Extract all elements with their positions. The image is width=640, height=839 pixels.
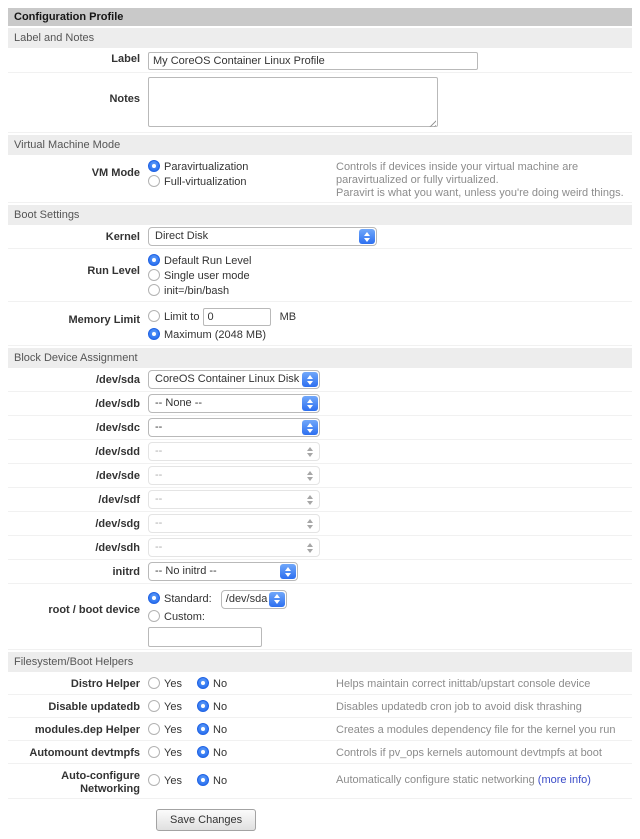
dev-sdg-row (8, 512, 632, 536)
radio-icon[interactable] (148, 284, 160, 296)
automount-devtmpfs-yes[interactable] (148, 747, 182, 759)
modules-dep-helper-label: modules.dep Helper (34, 724, 140, 736)
radio-icon[interactable] (148, 677, 160, 689)
radio-icon[interactable] (148, 746, 160, 758)
select-stepper-icon (302, 492, 318, 507)
vm-mode-option-full-virtualization[interactable] (148, 175, 336, 190)
radio-selected-icon[interactable] (197, 723, 209, 735)
distro-helper-yes[interactable] (148, 678, 182, 690)
disable-updatedb-help: Disables updatedb cron job to avoid disk thrashing (336, 701, 582, 713)
disable-updatedb-no[interactable] (197, 701, 227, 713)
dev-sda-select[interactable] (148, 370, 320, 389)
selected-value: CoreOS Container Linux Disk (155, 373, 300, 385)
radio-icon[interactable] (148, 774, 160, 786)
custom-label: Custom: (164, 611, 205, 623)
radio-label: Full-virtualization (164, 176, 247, 188)
select-stepper-icon (280, 564, 296, 579)
auto-configure-networking-help: Automatically configure static networking (more info) (336, 774, 591, 786)
radio-selected-icon[interactable] (197, 774, 209, 786)
yes-label: Yes (164, 678, 182, 690)
no-label: No (213, 678, 228, 690)
radio-selected-icon[interactable] (197, 746, 209, 758)
section-header-block-device-assignment: Block Device Assignment (8, 348, 632, 368)
selected-value: -- (155, 469, 163, 481)
root-boot-device-label: root / boot device (48, 604, 140, 616)
run-level-label: Run Level (87, 265, 140, 277)
automount-devtmpfs-help: Controls if pv_ops kernels automount devtmpfs at boot (336, 747, 602, 759)
select-stepper-icon (302, 468, 318, 483)
yes-label: Yes (164, 775, 182, 787)
save-changes-button[interactable]: Save Changes (156, 809, 256, 831)
radio-selected-icon[interactable] (197, 677, 209, 689)
more-info-link[interactable]: (more info) (537, 774, 591, 786)
no-label: No (213, 701, 228, 713)
select-stepper-icon (302, 540, 318, 555)
dev-sde-select (148, 466, 320, 485)
yes-label: Yes (164, 747, 182, 759)
radio-label: Paravirtualization (164, 161, 249, 173)
kernel-row (8, 225, 632, 249)
distro-helper-label: Distro Helper (70, 678, 140, 690)
selected-value: -- (155, 517, 163, 529)
vm-mode-label: VM Mode (91, 167, 140, 179)
root-device-option-standard[interactable] (148, 589, 336, 610)
run-level-option-default[interactable] (148, 254, 336, 269)
selected-value: -- None -- (155, 397, 203, 409)
notes-field-label: Notes (109, 93, 140, 105)
vm-mode-option-paravirtualization[interactable] (148, 160, 336, 175)
dev-sde-row (8, 464, 632, 488)
selected-value: -- (155, 493, 163, 505)
auto-configure-networking-row (8, 764, 632, 799)
initrd-row (8, 560, 632, 584)
section-header-label-and-notes: Label and Notes (8, 28, 632, 48)
selected-value: /dev/sda (225, 592, 268, 605)
initrd-label: initrd (112, 566, 140, 578)
dev-sdh-row (8, 536, 632, 560)
no-label: No (213, 775, 228, 787)
radio-icon[interactable] (148, 175, 160, 187)
kernel-select[interactable] (148, 227, 377, 246)
dev-sdd-label: /dev/sdd (95, 446, 140, 458)
radio-selected-icon[interactable] (197, 700, 209, 712)
auto-configure-networking-yes[interactable] (148, 775, 182, 787)
dev-sda-label: /dev/sda (95, 374, 140, 386)
run-level-row (8, 249, 632, 302)
dev-sdc-row (8, 416, 632, 440)
radio-icon[interactable] (148, 723, 160, 735)
root-boot-device-row (8, 584, 632, 650)
section-header-virtual-machine-mode: Virtual Machine Mode (8, 135, 632, 155)
modules-dep-yes[interactable] (148, 724, 182, 736)
select-stepper-icon (302, 516, 318, 531)
standard-root-device-select[interactable] (221, 590, 287, 609)
dev-sdb-select[interactable] (148, 394, 320, 413)
section-header-boot-settings: Boot Settings (8, 205, 632, 225)
dev-sdf-select (148, 490, 320, 509)
memory-limit-option-maximum[interactable] (148, 328, 336, 343)
select-stepper-icon (302, 372, 318, 387)
radio-selected-icon[interactable] (148, 592, 160, 604)
select-stepper-icon (359, 229, 375, 244)
dev-sde-label: /dev/sde (95, 470, 140, 482)
run-level-option-single-user[interactable] (148, 269, 336, 284)
radio-selected-icon[interactable] (148, 328, 160, 340)
standard-label: Standard: (164, 593, 212, 605)
automount-devtmpfs-row (8, 741, 632, 764)
radio-label: Default Run Level (164, 255, 252, 267)
radio-label: Single user mode (164, 270, 250, 282)
vm-mode-help-text: Controls if devices inside your virtual machine are paravirtualized or fully virtualized. Paravirt is what you want, unless you're doing weird things. (336, 161, 624, 199)
dev-sdb-row (8, 392, 632, 416)
select-stepper-icon (302, 420, 318, 435)
distro-helper-row (8, 672, 632, 695)
selected-value: -- (155, 421, 163, 433)
memory-limit-input[interactable] (203, 308, 271, 326)
dev-sdf-row (8, 488, 632, 512)
label-row (8, 48, 632, 73)
dev-sdf-label: /dev/sdf (98, 494, 140, 506)
automount-devtmpfs-no[interactable] (197, 747, 227, 759)
radio-label: init=/bin/bash (164, 285, 230, 297)
kernel-label: Kernel (105, 231, 140, 243)
vm-mode-row (8, 155, 632, 203)
distro-helper-help: Helps maintain correct inittab/upstart console device (336, 678, 591, 690)
limit-to-label: Limit to (164, 311, 200, 323)
yes-label: Yes (164, 701, 182, 713)
select-stepper-icon (269, 592, 285, 607)
dev-sdh-label: /dev/sdh (95, 542, 140, 554)
yes-label: Yes (164, 724, 182, 736)
selected-value: -- (155, 541, 163, 553)
radio-selected-icon[interactable] (148, 160, 160, 172)
notes-row (8, 73, 632, 133)
dev-sdd-select (148, 442, 320, 461)
modules-dep-helper-row (8, 718, 632, 741)
modules-dep-no[interactable] (197, 724, 227, 736)
modules-dep-help: Creates a modules dependency file for the kernel you run (336, 724, 616, 736)
selected-value: -- (155, 445, 163, 457)
disable-updatedb-yes[interactable] (148, 701, 182, 713)
disable-updatedb-label: Disable updatedb (48, 701, 140, 713)
disable-updatedb-row (8, 695, 632, 718)
notes-textarea[interactable] (148, 77, 438, 127)
dev-sdc-label: /dev/sdc (95, 422, 140, 434)
radio-icon[interactable] (148, 269, 160, 281)
memory-limit-row (8, 302, 632, 346)
dev-sdd-row (8, 440, 632, 464)
section-header-filesystem-boot-helpers: Filesystem/Boot Helpers (8, 652, 632, 672)
select-stepper-icon (302, 444, 318, 459)
auto-configure-networking-no[interactable] (197, 775, 227, 787)
radio-icon[interactable] (148, 700, 160, 712)
auto-configure-networking-label: Auto-configure Networking (61, 770, 140, 795)
run-level-option-init-bin-bash[interactable] (148, 284, 336, 299)
no-label: No (213, 724, 228, 736)
radio-selected-icon[interactable] (148, 254, 160, 266)
selected-value: Direct Disk (155, 230, 209, 242)
dev-sdb-label: /dev/sdb (95, 398, 140, 410)
root-device-option-custom[interactable] (148, 610, 336, 625)
radio-label: Maximum (2048 MB) (164, 329, 267, 341)
dev-sdc-select[interactable] (148, 418, 320, 437)
memory-limit-option-limit[interactable] (148, 307, 336, 328)
radio-icon[interactable] (148, 610, 160, 622)
dev-sda-row (8, 368, 632, 392)
radio-icon[interactable] (148, 310, 160, 322)
dev-sdh-select (148, 538, 320, 557)
no-label: No (213, 747, 228, 759)
selected-value: -- No initrd -- (155, 565, 217, 577)
label-input[interactable] (148, 52, 478, 70)
label-field-label: Label (111, 53, 140, 65)
initrd-select[interactable] (148, 562, 298, 581)
custom-root-device-input[interactable] (148, 627, 262, 647)
dev-sdg-select (148, 514, 320, 533)
memory-limit-label: Memory Limit (68, 314, 140, 326)
page-title: Configuration Profile (8, 8, 632, 26)
dev-sdg-label: /dev/sdg (95, 518, 140, 530)
mb-unit-label: MB (279, 311, 297, 323)
distro-helper-no[interactable] (197, 678, 227, 690)
select-stepper-icon (302, 396, 318, 411)
automount-devtmpfs-label: Automount devtmpfs (29, 747, 140, 759)
